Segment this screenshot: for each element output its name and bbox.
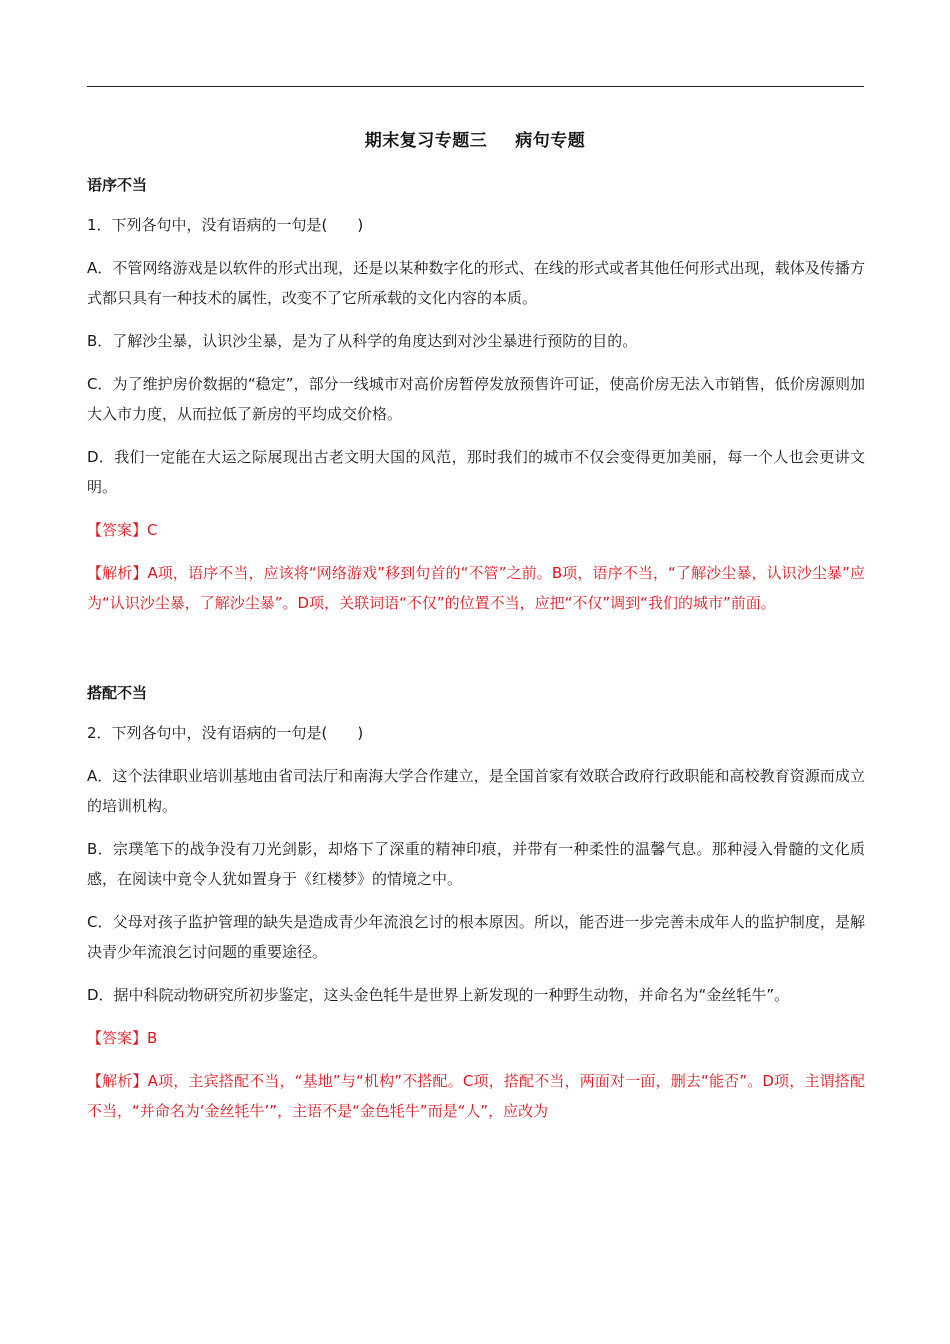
option-c: C．父母对孩子监护管理的缺失是造成青少年流浪乞讨的根本原因。所以，能否进一步完善未成年人的监护制度，是解决青少年流浪乞讨问题的重要途径。 <box>87 913 865 961</box>
title-left: 期末复习专题三 <box>364 131 488 151</box>
page-title <box>0 126 950 151</box>
header-rule <box>87 86 864 87</box>
option-b: B．宗璞笔下的战争没有刀光剑影，却烙下了深重的精神印痕，并带有一种柔性的温馨气息。那种浸入骨髓的文化质感，在阅读中竟令人犹如置身于《红楼梦》的情境之中。 <box>87 840 865 888</box>
analysis-text: A项，主宾搭配不当，“基地”与“机构”不搭配。C项，搭配不当，两面对一面，删去“能否”。D项，主谓搭配不当，“并命名为‘金丝牦牛’”，主语不是“金色牦牛”而是“人”，应改为 <box>87 1072 865 1120</box>
analysis-tag: 【解析】 <box>87 1072 148 1090</box>
analysis-paragraph <box>87 1066 865 1126</box>
title-right: 病句专题 <box>515 131 586 151</box>
answer-line <box>87 1023 865 1053</box>
analysis-paragraph <box>87 558 865 618</box>
option-a: A．这个法律职业培训基地由省司法厅和南海大学合作建立，是全国首家有效联合政府行政职能和高校教育资源而成立的培训机构。 <box>87 767 865 815</box>
section-heading: 搭配不当 <box>87 684 148 702</box>
analysis-tag: 【解析】 <box>87 564 148 582</box>
option-b: B．了解沙尘暴，认识沙尘暴，是为了从科学的角度达到对沙尘暴进行预防的目的。 <box>87 332 638 350</box>
option-a: A．不管网络游戏是以软件的形式出现，还是以某种数字化的形式、在线的形式或者其他任何形式出现，载体及传播方式都只具有一种技术的属性，改变不了它所承载的文化内容的本质。 <box>87 259 865 307</box>
option-c: C．为了维护房价数据的“稳定”，部分一线城市对高价房暂停发放预售许可证，使高价房无法入市销售，低价房源则加大入市力度，从而拉低了新房的平均成交价格。 <box>87 375 865 423</box>
answer-tag: 【答案】 <box>87 521 148 539</box>
page-content <box>87 172 865 1126</box>
answer-value: C <box>147 521 158 539</box>
section-collocation <box>87 680 865 1126</box>
section-word-order <box>87 172 865 618</box>
answer-value: B <box>147 1029 158 1047</box>
answer-line <box>87 515 865 545</box>
option-d: D．据中科院动物研究所初步鉴定，这头金色牦牛是世界上新发现的一种野生动物，并命名为“金丝牦牛”。 <box>87 986 790 1004</box>
answer-tag: 【答案】 <box>87 1029 148 1047</box>
analysis-text: A项，语序不当，应该将“网络游戏”移到句首的“不管”之前。B项，语序不当，“了解沙尘暴，认识沙尘暴”应为“认识沙尘暴，了解沙尘暴”。D项，关联词语“不仅”的位置不当，应把“不仅”调到“我们的城市”前面。 <box>87 564 865 612</box>
question-stem: 2．下列各句中，没有语病的一句是( ) <box>87 724 364 742</box>
question-stem: 1．下列各句中，没有语病的一句是( ) <box>87 216 364 234</box>
section-heading: 语序不当 <box>87 176 148 194</box>
option-d: D．我们一定能在大运之际展现出古老文明大国的风范，那时我们的城市不仅会变得更加美丽，每一个人也会更讲文明。 <box>87 448 865 496</box>
